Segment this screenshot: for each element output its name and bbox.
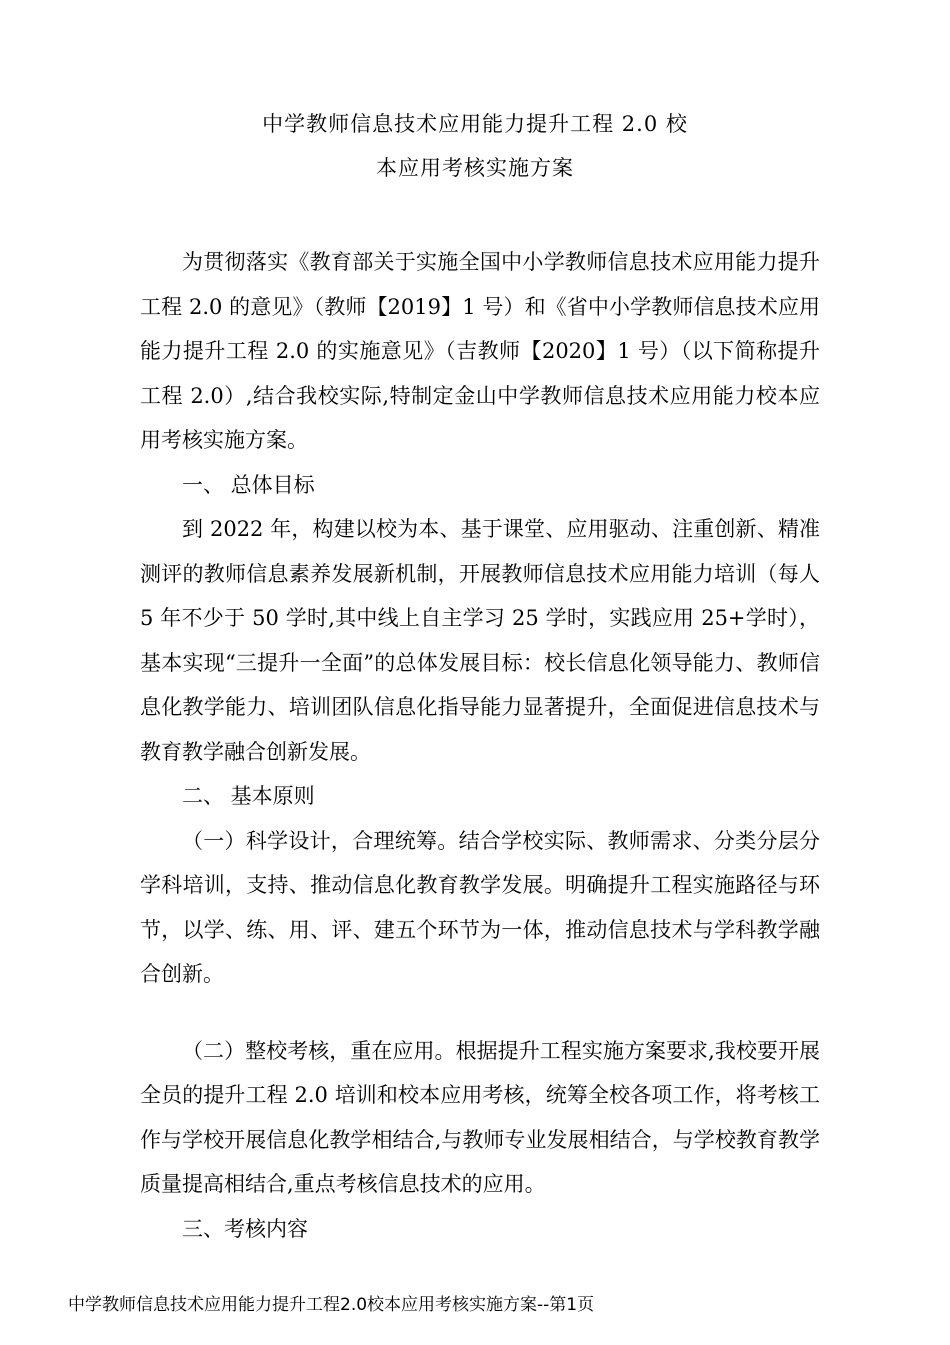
section-heading-principles: 二、 基本原则 — [182, 784, 315, 808]
intro-paragraph: 为贯彻落实《教育部关于实施全国中小学教师信息技术应用能力提升工程 2.0 的意见》（教师【2019】1 号）和《省中小学教师信息技术应用能力提升工程 2.0 的实施意见》（吉教师【2020】1 号）（以下简称提升工程 2.0）,结合我校实际,特制定金山中学教师信息技术应用能力校本应用考核实施方案。 — [140, 250, 820, 452]
section-heading-goals: 一、 总体目标 — [182, 472, 315, 497]
document-title-line-2: 本应用考核实施方案 — [376, 156, 574, 180]
section-heading-assessment: 三、考核内容 — [182, 1216, 308, 1241]
goal-paragraph: 到 2022 年，构建以校为本、基于课堂、应用驱动、注重创新、精准测评的教师信息素养发展新机制，开展教师信息技术应用能力培训（每人 5 年不少于 50 学时,其中线上自主学习 25 学时，实践应用 25+学时），基本实现“三提升一全面”的总体发展目标：校长信息化领导能力、教师信息化教学能力、培训团队信息化指导能力显著提升，全面促进信息技术与教育教学融合创新发展。 — [140, 517, 820, 764]
page-footer: 中学教师信息技术应用能力提升工程2.0校本应用考核实施方案--第1页 — [68, 1295, 595, 1315]
principle-1-paragraph: （一）科学设计，合理统筹。结合学校实际、教师需求、分类分层分学科培训，支持、推动信息化教育教学发展。明确提升工程实施路径与环节，以学、练、用、评、建五个环节为一体，推动信息技术与学科教学融合创新。 — [140, 828, 820, 986]
document-body — [140, 240, 820, 1251]
principle-2-paragraph: （二）整校考核，重在应用。根据提升工程实施方案要求,我校要开展全员的提升工程 2.0 培训和校本应用考核，统筹全校各项工作，将考核工作与学校开展信息化教学相结合,与教师专业发展相结合，与学校教育教学质量提高相结合,重点考核信息技术的应用。 — [140, 1038, 820, 1196]
paragraph-gap — [140, 997, 820, 1029]
document-title-line-1: 中学教师信息技术应用能力提升工程 2.0 校 — [262, 112, 688, 136]
